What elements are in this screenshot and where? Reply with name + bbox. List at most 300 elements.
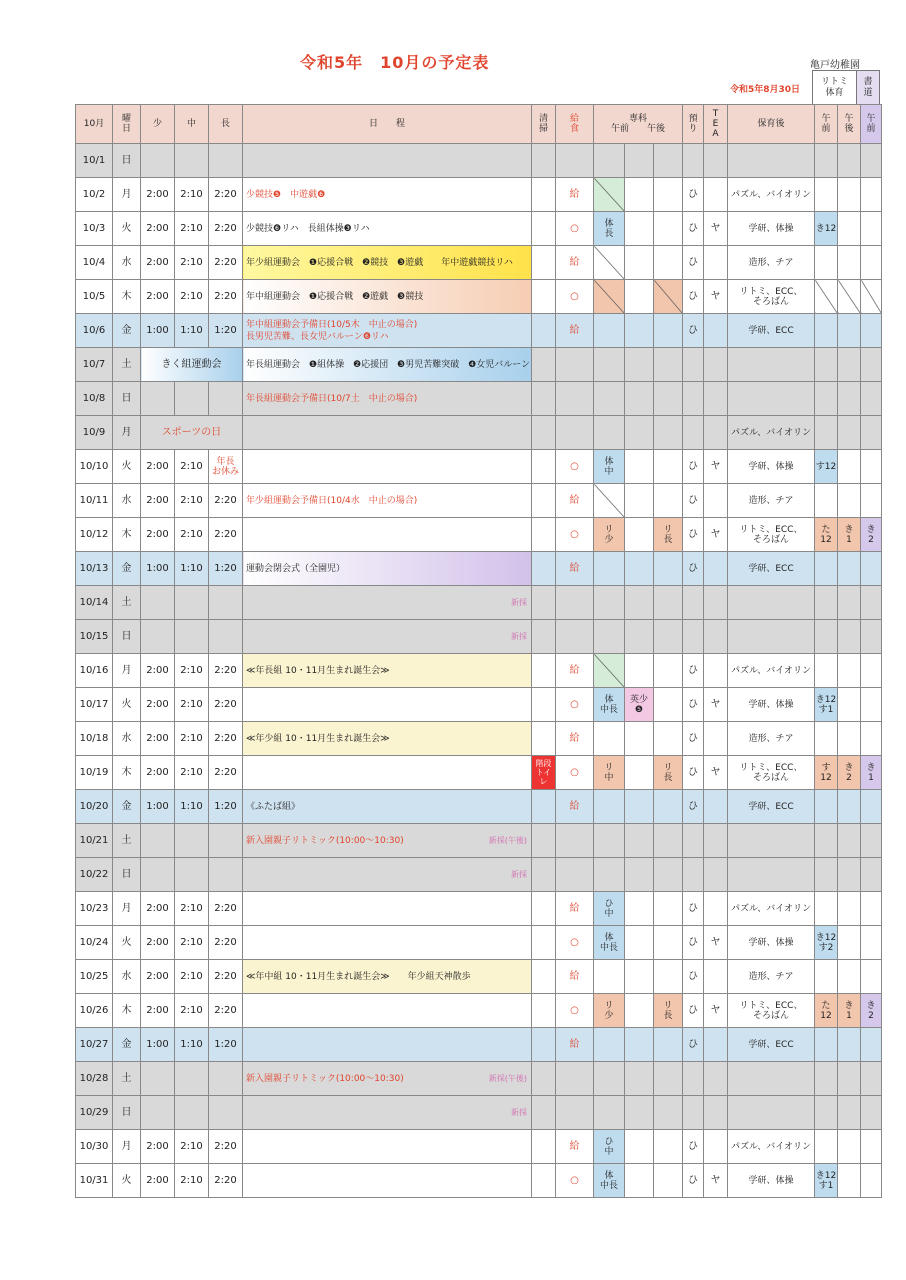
ritomi-am bbox=[815, 722, 838, 756]
column-header: 預 り bbox=[683, 105, 704, 144]
cleaning-cell bbox=[532, 1062, 556, 1096]
senka-pm bbox=[654, 858, 683, 892]
azukari-cell: ひ bbox=[683, 722, 704, 756]
azukari-cell: ひ bbox=[683, 212, 704, 246]
time-chu: 1:10 bbox=[175, 790, 209, 824]
time-sho: 2:00 bbox=[141, 1130, 175, 1164]
weekday-cell: 日 bbox=[113, 1096, 141, 1130]
senka-pm: リ 長 bbox=[654, 756, 683, 790]
ritomi-am: き12 す1 bbox=[815, 688, 838, 722]
shodo-am bbox=[861, 484, 882, 518]
issue-date: 令和5年8月30日 bbox=[730, 85, 801, 95]
date-cell: 10/26 bbox=[76, 994, 113, 1028]
date-cell: 10/2 bbox=[76, 178, 113, 212]
shodo-am bbox=[861, 246, 882, 280]
ritomi-am bbox=[815, 144, 838, 178]
cleaning-cell bbox=[532, 416, 556, 450]
time-chu bbox=[175, 1096, 209, 1130]
time-cho: 1:20 bbox=[209, 1028, 243, 1062]
after-care-cell: 学研、体操 bbox=[728, 688, 815, 722]
time-sho: 2:00 bbox=[141, 280, 175, 314]
table-row bbox=[76, 688, 882, 722]
lunch-cell: 給 bbox=[556, 790, 594, 824]
table-row bbox=[76, 756, 882, 790]
cleaning-cell bbox=[532, 654, 556, 688]
cleaning-cell bbox=[532, 246, 556, 280]
weekday-cell: 日 bbox=[113, 620, 141, 654]
tea-cell bbox=[704, 178, 728, 212]
senka-am: リ 中 bbox=[594, 756, 625, 790]
azukari-cell: ひ bbox=[683, 518, 704, 552]
date-cell: 10/21 bbox=[76, 824, 113, 858]
weekday-cell: 火 bbox=[113, 450, 141, 484]
weekday-cell: 日 bbox=[113, 382, 141, 416]
lunch-cell bbox=[556, 348, 594, 382]
table-row bbox=[76, 1164, 882, 1198]
senka-am bbox=[594, 1028, 625, 1062]
time-chu: 2:10 bbox=[175, 178, 209, 212]
senka-am bbox=[594, 654, 625, 688]
lunch-cell: 給 bbox=[556, 314, 594, 348]
event-text: 少競技❺ 中遊戯❻ bbox=[246, 189, 326, 200]
tea-cell: ヤ bbox=[704, 994, 728, 1028]
event-text: 新入園親子リトミック(10:00～10:30) bbox=[246, 835, 404, 846]
senka-am bbox=[594, 586, 625, 620]
tea-cell bbox=[704, 1028, 728, 1062]
table-row bbox=[76, 518, 882, 552]
after-care-cell: 学研、体操 bbox=[728, 212, 815, 246]
ritomi-am bbox=[815, 348, 838, 382]
shodo-am bbox=[861, 926, 882, 960]
table-row bbox=[76, 654, 882, 688]
ritomi-pm bbox=[838, 722, 861, 756]
weekday-cell: 木 bbox=[113, 994, 141, 1028]
tea-cell bbox=[704, 484, 728, 518]
weekday-cell: 土 bbox=[113, 1062, 141, 1096]
senka-pm bbox=[654, 280, 683, 314]
lunch-cell: ○ bbox=[556, 688, 594, 722]
time-sho bbox=[141, 382, 175, 416]
weekday-cell: 日 bbox=[113, 144, 141, 178]
senka-am bbox=[594, 178, 625, 212]
senka-am: リ 少 bbox=[594, 994, 625, 1028]
time-cho: 1:20 bbox=[209, 314, 243, 348]
azukari-cell: ひ bbox=[683, 1164, 704, 1198]
cleaning-cell bbox=[532, 1028, 556, 1062]
date-cell: 10/15 bbox=[76, 620, 113, 654]
event-text: ≪年長組 10・11月生まれ誕生会≫ bbox=[246, 665, 390, 676]
tea-cell: ヤ bbox=[704, 518, 728, 552]
table-row bbox=[76, 280, 882, 314]
senka-am bbox=[594, 280, 625, 314]
lunch-cell: ○ bbox=[556, 926, 594, 960]
time-cho: 2:20 bbox=[209, 178, 243, 212]
weekday-cell: 火 bbox=[113, 212, 141, 246]
after-care-cell bbox=[728, 144, 815, 178]
ritomi-pm bbox=[838, 348, 861, 382]
time-cho bbox=[209, 1062, 243, 1096]
time-cho: 2:20 bbox=[209, 892, 243, 926]
senka-pm bbox=[654, 722, 683, 756]
event-text: 年少組運動会 ❶応援合戦 ❷競技 ❸遊戯 年中遊戯競技リハ bbox=[246, 257, 513, 268]
weekday-cell: 金 bbox=[113, 1028, 141, 1062]
date-cell: 10/7 bbox=[76, 348, 113, 382]
schedule-table bbox=[75, 104, 882, 1198]
after-care-cell bbox=[728, 824, 815, 858]
azukari-cell bbox=[683, 348, 704, 382]
date-cell: 10/19 bbox=[76, 756, 113, 790]
senka-am bbox=[594, 790, 625, 824]
ritomi-pm bbox=[838, 790, 861, 824]
senka-pm bbox=[654, 348, 683, 382]
senka-am: 体 長 bbox=[594, 212, 625, 246]
after-care-cell: 造形、チア bbox=[728, 960, 815, 994]
column-header: 中 bbox=[175, 105, 209, 144]
azukari-cell bbox=[683, 824, 704, 858]
time-chu bbox=[175, 144, 209, 178]
event-cell bbox=[243, 518, 532, 552]
senka-pm bbox=[654, 212, 683, 246]
time-chu: 1:10 bbox=[175, 314, 209, 348]
tea-cell: ヤ bbox=[704, 926, 728, 960]
table-row bbox=[76, 416, 882, 450]
ritomi-am: す12 bbox=[815, 450, 838, 484]
event-cell bbox=[243, 280, 532, 314]
time-chu bbox=[175, 586, 209, 620]
senka-pm: リ 長 bbox=[654, 518, 683, 552]
azukari-cell: ひ bbox=[683, 654, 704, 688]
weekday-cell: 火 bbox=[113, 926, 141, 960]
time-sho: 2:00 bbox=[141, 484, 175, 518]
page-title: 令和5年 10月の予定表 bbox=[300, 53, 490, 72]
azukari-cell bbox=[683, 416, 704, 450]
azukari-cell bbox=[683, 586, 704, 620]
cleaning-cell bbox=[532, 688, 556, 722]
event-cell bbox=[243, 960, 532, 994]
date-cell: 10/27 bbox=[76, 1028, 113, 1062]
cleaning-cell bbox=[532, 144, 556, 178]
senka-pm bbox=[654, 926, 683, 960]
table-row bbox=[76, 892, 882, 926]
time-chu: 2:10 bbox=[175, 280, 209, 314]
azukari-cell: ひ bbox=[683, 688, 704, 722]
time-chu: 2:10 bbox=[175, 960, 209, 994]
date-cell: 10/31 bbox=[76, 1164, 113, 1198]
ritomi-pm bbox=[838, 280, 861, 314]
event-cell bbox=[243, 246, 532, 280]
cleaning-cell bbox=[532, 926, 556, 960]
column-header: 日 程 bbox=[243, 105, 532, 144]
time-cho: 2:20 bbox=[209, 926, 243, 960]
lunch-cell: 給 bbox=[556, 552, 594, 586]
lunch-cell: 給 bbox=[556, 484, 594, 518]
time-cho: 1:20 bbox=[209, 790, 243, 824]
after-care-cell: 学研、ECC bbox=[728, 1028, 815, 1062]
event-text: 少競技❻リハ 長組体操❸リハ bbox=[246, 223, 370, 234]
senka-pm bbox=[654, 586, 683, 620]
senka-pm bbox=[654, 1028, 683, 1062]
ritomi-am bbox=[815, 178, 838, 212]
time-sho bbox=[141, 824, 175, 858]
column-header: T E A bbox=[704, 105, 728, 144]
senka-am2 bbox=[625, 654, 654, 688]
weekday-cell: 月 bbox=[113, 892, 141, 926]
ritomi-pm bbox=[838, 1028, 861, 1062]
column-header: 10月 bbox=[76, 105, 113, 144]
after-care-cell: リトミ、ECC、 そろばん bbox=[728, 994, 815, 1028]
after-care-cell: 学研、体操 bbox=[728, 926, 815, 960]
after-care-cell: 学研、体操 bbox=[728, 1164, 815, 1198]
ritomi-pm bbox=[838, 1164, 861, 1198]
time-sho: 2:00 bbox=[141, 722, 175, 756]
event-text: 《ふたば組》 bbox=[246, 801, 301, 812]
ritomi-am bbox=[815, 552, 838, 586]
tea-cell bbox=[704, 348, 728, 382]
extra-headers bbox=[812, 70, 880, 104]
senka-am bbox=[594, 858, 625, 892]
table-row bbox=[76, 246, 882, 280]
time-chu: 2:10 bbox=[175, 212, 209, 246]
time-chu: 2:10 bbox=[175, 484, 209, 518]
tea-cell bbox=[704, 382, 728, 416]
senka-pm bbox=[654, 688, 683, 722]
ritomi-am bbox=[815, 1130, 838, 1164]
senka-am2 bbox=[625, 246, 654, 280]
senka-am2 bbox=[625, 892, 654, 926]
azukari-cell: ひ bbox=[683, 552, 704, 586]
tea-cell: ヤ bbox=[704, 212, 728, 246]
tea-cell bbox=[704, 416, 728, 450]
event-cell bbox=[243, 484, 532, 518]
date-cell: 10/9 bbox=[76, 416, 113, 450]
after-care-cell: 造形、チア bbox=[728, 246, 815, 280]
shodo-am bbox=[861, 144, 882, 178]
cleaning-cell bbox=[532, 1096, 556, 1130]
senka-pm bbox=[654, 484, 683, 518]
date-cell: 10/22 bbox=[76, 858, 113, 892]
shodo-am bbox=[861, 314, 882, 348]
shodo-am bbox=[861, 1130, 882, 1164]
senka-am: ひ 中 bbox=[594, 1130, 625, 1164]
table-row bbox=[76, 382, 882, 416]
senka-am bbox=[594, 484, 625, 518]
ritomi-am bbox=[815, 654, 838, 688]
ritomi-pm bbox=[838, 212, 861, 246]
senka-pm bbox=[654, 416, 683, 450]
shodo-am bbox=[861, 790, 882, 824]
azukari-cell: ひ bbox=[683, 246, 704, 280]
time-sho bbox=[141, 620, 175, 654]
senka-am: 体 中長 bbox=[594, 1164, 625, 1198]
time-chu bbox=[175, 824, 209, 858]
lunch-cell: 給 bbox=[556, 1130, 594, 1164]
shodo-am bbox=[861, 1062, 882, 1096]
cleaning-cell bbox=[532, 450, 556, 484]
ritomi-am bbox=[815, 790, 838, 824]
event-text: 年少組運動会予備日(10/4水 中止の場合) bbox=[246, 495, 418, 506]
table-row bbox=[76, 144, 882, 178]
time-sho: 2:00 bbox=[141, 994, 175, 1028]
azukari-cell bbox=[683, 144, 704, 178]
event-cell bbox=[243, 1028, 532, 1062]
ritomi-am: た 12 bbox=[815, 518, 838, 552]
event-cell bbox=[243, 654, 532, 688]
senka-am2 bbox=[625, 314, 654, 348]
column-header: 給 食 bbox=[556, 105, 594, 144]
lunch-cell: ○ bbox=[556, 212, 594, 246]
shodo-am: き 2 bbox=[861, 518, 882, 552]
ritomi-pm bbox=[838, 688, 861, 722]
tea-cell bbox=[704, 960, 728, 994]
date-cell: 10/10 bbox=[76, 450, 113, 484]
ritomi-am bbox=[815, 1028, 838, 1062]
note-text: 新採 bbox=[511, 1107, 527, 1117]
event-cell bbox=[243, 382, 532, 416]
ritomi-am bbox=[815, 586, 838, 620]
lunch-cell: 給 bbox=[556, 892, 594, 926]
time-chu bbox=[175, 382, 209, 416]
date-cell: 10/20 bbox=[76, 790, 113, 824]
senka-am bbox=[594, 722, 625, 756]
table-row bbox=[76, 450, 882, 484]
after-care-cell bbox=[728, 1096, 815, 1130]
lunch-cell: 給 bbox=[556, 178, 594, 212]
date-cell: 10/25 bbox=[76, 960, 113, 994]
azukari-cell bbox=[683, 1096, 704, 1130]
weekday-cell: 水 bbox=[113, 722, 141, 756]
time-cho: 2:20 bbox=[209, 722, 243, 756]
time-chu: 2:10 bbox=[175, 654, 209, 688]
table-row bbox=[76, 620, 882, 654]
azukari-cell: ひ bbox=[683, 178, 704, 212]
date-cell: 10/29 bbox=[76, 1096, 113, 1130]
school-name: 亀戸幼稚園 bbox=[810, 60, 860, 71]
time-cho: 2:20 bbox=[209, 1130, 243, 1164]
senka-pm bbox=[654, 382, 683, 416]
ritomi-pm bbox=[838, 824, 861, 858]
shodo-am bbox=[861, 620, 882, 654]
senka-pm bbox=[654, 1096, 683, 1130]
ritomi-pm bbox=[838, 620, 861, 654]
after-care-cell: パズル、バイオリン bbox=[728, 654, 815, 688]
cleaning-cell bbox=[532, 790, 556, 824]
shodo-am bbox=[861, 654, 882, 688]
ritomi-am bbox=[815, 858, 838, 892]
weekday-cell: 木 bbox=[113, 756, 141, 790]
shodo-am bbox=[861, 450, 882, 484]
after-care-cell: リトミ、ECC、 そろばん bbox=[728, 518, 815, 552]
date-cell: 10/18 bbox=[76, 722, 113, 756]
cleaning-cell bbox=[532, 484, 556, 518]
cleaning-cell bbox=[532, 960, 556, 994]
shodo-am bbox=[861, 178, 882, 212]
tea-cell bbox=[704, 824, 728, 858]
time-cho: 2:20 bbox=[209, 246, 243, 280]
senka-am2 bbox=[625, 1130, 654, 1164]
header-row bbox=[76, 105, 882, 144]
weekday-cell: 火 bbox=[113, 688, 141, 722]
date-cell: 10/17 bbox=[76, 688, 113, 722]
senka-am2 bbox=[625, 960, 654, 994]
senka-am bbox=[594, 824, 625, 858]
ritomi-pm bbox=[838, 1096, 861, 1130]
weekday-cell: 日 bbox=[113, 858, 141, 892]
after-care-cell bbox=[728, 382, 815, 416]
ritomi-pm: き 1 bbox=[838, 518, 861, 552]
event-cell bbox=[243, 1096, 532, 1130]
cleaning-cell bbox=[532, 382, 556, 416]
table-row bbox=[76, 1096, 882, 1130]
after-care-cell: パズル、バイオリン bbox=[728, 892, 815, 926]
senka-am bbox=[594, 960, 625, 994]
ritomi-pm bbox=[838, 484, 861, 518]
shodo-am bbox=[861, 348, 882, 382]
time-cho: 2:20 bbox=[209, 1164, 243, 1198]
table-row bbox=[76, 586, 882, 620]
senka-pm bbox=[654, 892, 683, 926]
lunch-cell bbox=[556, 416, 594, 450]
event-text: 新入園親子リトミック(10:00～10:30) bbox=[246, 1073, 404, 1084]
ritomi-pm bbox=[838, 926, 861, 960]
cleaning-cell bbox=[532, 280, 556, 314]
time-sho: 2:00 bbox=[141, 960, 175, 994]
time-sho: 2:00 bbox=[141, 654, 175, 688]
time-cho: 年長 お休み bbox=[209, 450, 243, 484]
ritomi-pm bbox=[838, 858, 861, 892]
after-care-cell: リトミ、ECC、 そろばん bbox=[728, 756, 815, 790]
table-row bbox=[76, 824, 882, 858]
time-cho: 2:20 bbox=[209, 212, 243, 246]
column-header: 清 掃 bbox=[532, 105, 556, 144]
time-chu bbox=[175, 858, 209, 892]
shodo-header: 書 道 bbox=[857, 71, 879, 104]
shodo-am bbox=[861, 892, 882, 926]
ritomi-am bbox=[815, 416, 838, 450]
cleaning-cell bbox=[532, 348, 556, 382]
lunch-cell: ○ bbox=[556, 280, 594, 314]
event-cell bbox=[243, 450, 532, 484]
ritomi-pm bbox=[838, 552, 861, 586]
tea-cell bbox=[704, 722, 728, 756]
shodo-am bbox=[861, 824, 882, 858]
cleaning-cell bbox=[532, 1130, 556, 1164]
table-row bbox=[76, 1028, 882, 1062]
weekday-cell: 月 bbox=[113, 654, 141, 688]
senka-pm bbox=[654, 552, 683, 586]
date-cell: 10/30 bbox=[76, 1130, 113, 1164]
event-text: ≪年中組 10・11月生まれ誕生会≫ 年少組天神散歩 bbox=[246, 971, 471, 982]
tea-cell bbox=[704, 858, 728, 892]
ritomi-pm bbox=[838, 654, 861, 688]
senka-pm bbox=[654, 450, 683, 484]
azukari-cell: ひ bbox=[683, 926, 704, 960]
event-cell bbox=[243, 212, 532, 246]
azukari-cell bbox=[683, 620, 704, 654]
column-header: 保育後 bbox=[728, 105, 815, 144]
event-cell bbox=[243, 1062, 532, 1096]
date-cell: 10/12 bbox=[76, 518, 113, 552]
event-cell bbox=[243, 994, 532, 1028]
shodo-am bbox=[861, 1096, 882, 1130]
span-cell: きく組運動会 bbox=[141, 348, 243, 382]
time-sho: 2:00 bbox=[141, 518, 175, 552]
ritomi-am bbox=[815, 620, 838, 654]
cleaning-cell bbox=[532, 824, 556, 858]
lunch-cell: 給 bbox=[556, 246, 594, 280]
event-cell bbox=[243, 178, 532, 212]
time-sho: 2:00 bbox=[141, 212, 175, 246]
event-cell bbox=[243, 858, 532, 892]
